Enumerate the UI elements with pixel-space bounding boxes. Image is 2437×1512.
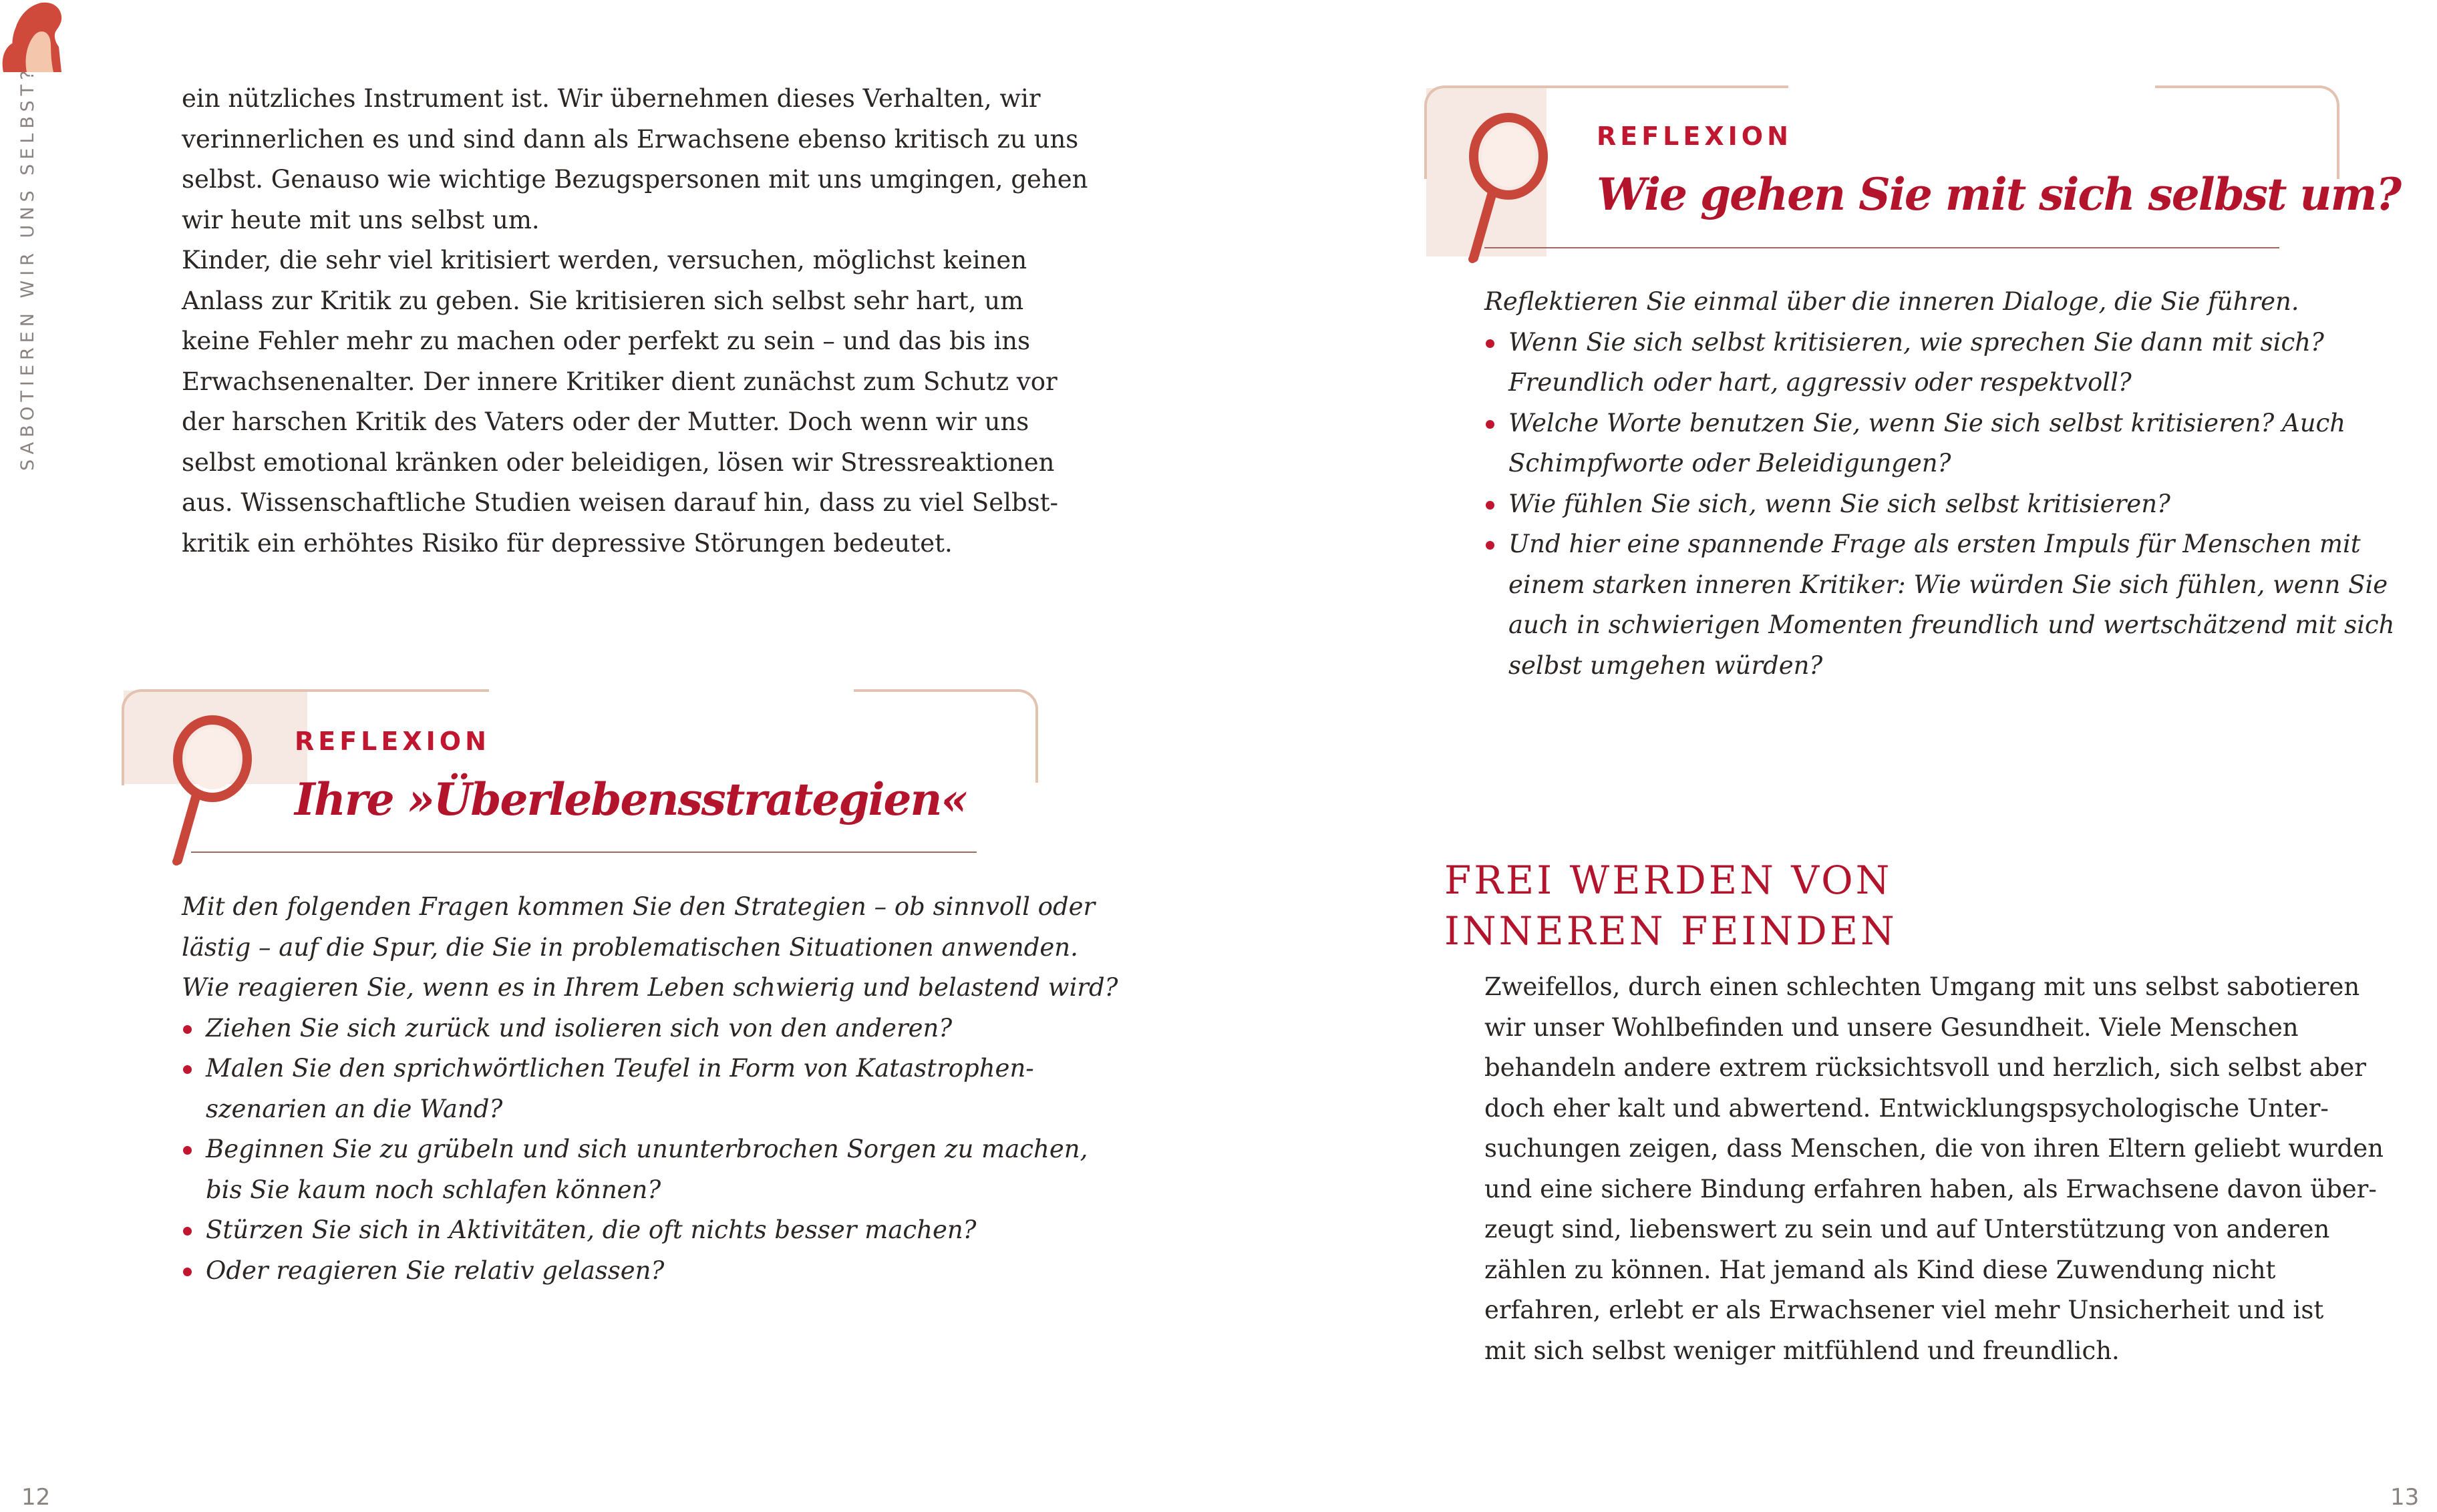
list-line: Oder reagieren Sie relativ gelassen? [206, 1256, 665, 1285]
intro-line: Wie reagieren Sie, wenn es in Ihrem Leben schwierig und belastend wird? [182, 973, 1118, 1002]
text-line: wir heute mit uns selbst um. [182, 205, 540, 234]
text-line: selbst. Genauso wie wichtige Bezugspersonen mit uns umgingen, gehen [182, 165, 1088, 194]
reflexion-title: Ihre »Überlebensstrategien« [295, 773, 967, 825]
intro-line: Reflektieren Sie einmal über die inneren Dialoge, die Sie führen. [1484, 287, 2299, 316]
text-line: Zweifellos, durch einen schlechten Umgang mit uns selbst sabotieren [1484, 972, 2360, 1001]
reflexion-label: REFLEXION [1597, 122, 1792, 151]
list-line: Und hier eine spannende Frage als ersten Impuls für Menschen mit [1508, 530, 2361, 558]
question-list [1484, 323, 2394, 687]
text-line: Anlass zur Kritik zu geben. Sie kritisieren sich selbst sehr hart, um [182, 286, 1024, 315]
text-line: suchungen zeigen, dass Menschen, die von ihren Eltern geliebt wurden [1484, 1134, 2384, 1163]
list-line: einem starken inneren Kritiker: Wie würden Sie sich fühlen, wenn Sie [1508, 570, 2388, 599]
text-line: Erwachsenenalter. Der innere Kritiker dient zunächst zum Schutz vor [182, 367, 1058, 396]
intro-line: lästig – auf die Spur, die Sie in problematischen Situationen anwenden. [182, 932, 1078, 962]
heading-line: INNEREN FEINDEN [1444, 908, 1897, 954]
running-head: SABOTIEREN WIR UNS SELBST? [17, 65, 38, 471]
text-line: ein nützliches Instrument ist. Wir übernehmen dieses Verhalten, wir [182, 84, 1041, 113]
corner-woman-illustration [0, 0, 67, 72]
list-line: Beginnen Sie zu grübeln und sich ununterbrochen Sorgen zu machen, [206, 1135, 1088, 1163]
list-line: Wie fühlen Sie sich, wenn Sie sich selbst kritisieren? [1508, 489, 2170, 518]
list-line: bis Sie kaum noch schlafen können? [206, 1175, 661, 1204]
list-line: szenarien an die Wand? [206, 1094, 503, 1123]
text-line: erfahren, erlebt er als Erwachsener viel mehr Unsicherheit und ist [1484, 1296, 2324, 1324]
list-item [1484, 323, 2394, 403]
list-line: Freundlich oder hart, aggressiv oder respektvoll? [1508, 368, 2132, 397]
text-line: kritik ein erhöhtes Risiko für depressive Störungen bedeutet. [182, 528, 953, 558]
hand-mirror-icon [1462, 110, 1555, 263]
title-underline [191, 852, 977, 853]
frame-corner-right [854, 689, 1038, 783]
list-line: Wenn Sie sich selbst kritisieren, wie sprechen Sie dann mit sich? [1508, 327, 2324, 357]
list-item [1484, 403, 2394, 484]
section-heading [1444, 855, 1897, 956]
list-item [182, 1129, 1118, 1210]
text-line: mit sich selbst weniger mitfühlend und freundlich. [1484, 1336, 2120, 1365]
frame-top-line [1451, 85, 1788, 88]
title-underline [1484, 247, 2279, 248]
list-line: Malen Sie den sprichwörtlichen Teufel in Form von Katastrophen- [206, 1054, 1034, 1083]
text-line: behandeln andere extrem rücksichtsvoll und herzlich, sich selbst aber [1484, 1053, 2366, 1082]
list-item [182, 1049, 1118, 1129]
reflexion-questions [1484, 282, 2394, 686]
text-line: keine Fehler mehr zu machen oder perfekt zu sein – und das bis ins [182, 327, 1031, 355]
text-line: zeugt sind, liebenswert zu sein und auf Unterstützung von anderen [1484, 1215, 2330, 1244]
list-line: auch in schwierigen Momenten freundlich und wertschätzend mit sich [1508, 610, 2395, 639]
list-item [182, 1210, 1118, 1251]
frame-corner-left [1424, 85, 1454, 179]
intro-line: Mit den folgenden Fragen kommen Sie den Strategien – ob sinnvoll oder [182, 892, 1096, 921]
frame-top-line [148, 689, 489, 692]
list-item [1484, 484, 2394, 525]
right-body-text [1484, 967, 2384, 1371]
left-body-text [182, 79, 1088, 564]
list-line: Schimpfworte oder Beleidigungen? [1508, 449, 1951, 478]
text-line: verinnerlichen es und sind dann als Erwachsene ebenso kritisch zu uns [182, 124, 1079, 154]
question-list [182, 1008, 1118, 1292]
text-line: und eine sichere Bindung erfahren haben, als Erwachsene davon über- [1484, 1174, 2377, 1203]
reflexion-label: REFLEXION [295, 727, 490, 756]
hand-mirror-icon [166, 712, 259, 866]
reflexion-questions [182, 887, 1118, 1291]
page-number-left: 12 [21, 1484, 51, 1511]
text-line: der harschen Kritik des Vaters oder der Mutter. Doch wenn wir uns [182, 407, 1029, 436]
text-line: wir unser Wohlbefinden und unsere Gesundheit. Viele Menschen [1484, 1012, 2299, 1042]
list-item [182, 1008, 1118, 1049]
frame-corner-left [122, 689, 151, 785]
frame-corner-right [2155, 85, 2339, 179]
text-line: doch eher kalt und abwertend. Entwicklungspsychologische Unter- [1484, 1093, 2329, 1123]
list-line: selbst umgehen würden? [1508, 650, 1823, 680]
heading-line: FREI WERDEN VON [1444, 858, 1893, 903]
page-number-right: 13 [2390, 1484, 2420, 1511]
list-line: Ziehen Sie sich zurück und isolieren sich von den anderen? [206, 1013, 953, 1043]
text-line: aus. Wissenschaftliche Studien weisen darauf hin, dass zu viel Selbst- [182, 488, 1058, 517]
text-line: zählen zu können. Hat jemand als Kind diese Zuwendung nicht [1484, 1255, 2276, 1284]
list-item [1484, 524, 2394, 686]
list-line: Stürzen Sie sich in Aktivitäten, die oft nichts besser machen? [206, 1215, 977, 1244]
reflexion-title: Wie gehen Sie mit sich selbst um? [1597, 168, 2401, 220]
text-line: Kinder, die sehr viel kritisiert werden, versuchen, möglichst keinen [182, 246, 1027, 274]
text-line: selbst emotional kränken oder beleidigen, lösen wir Stressreaktionen [182, 447, 1055, 477]
list-item [182, 1251, 1118, 1292]
list-line: Welche Worte benutzen Sie, wenn Sie sich selbst kritisieren? Auch [1508, 408, 2346, 437]
